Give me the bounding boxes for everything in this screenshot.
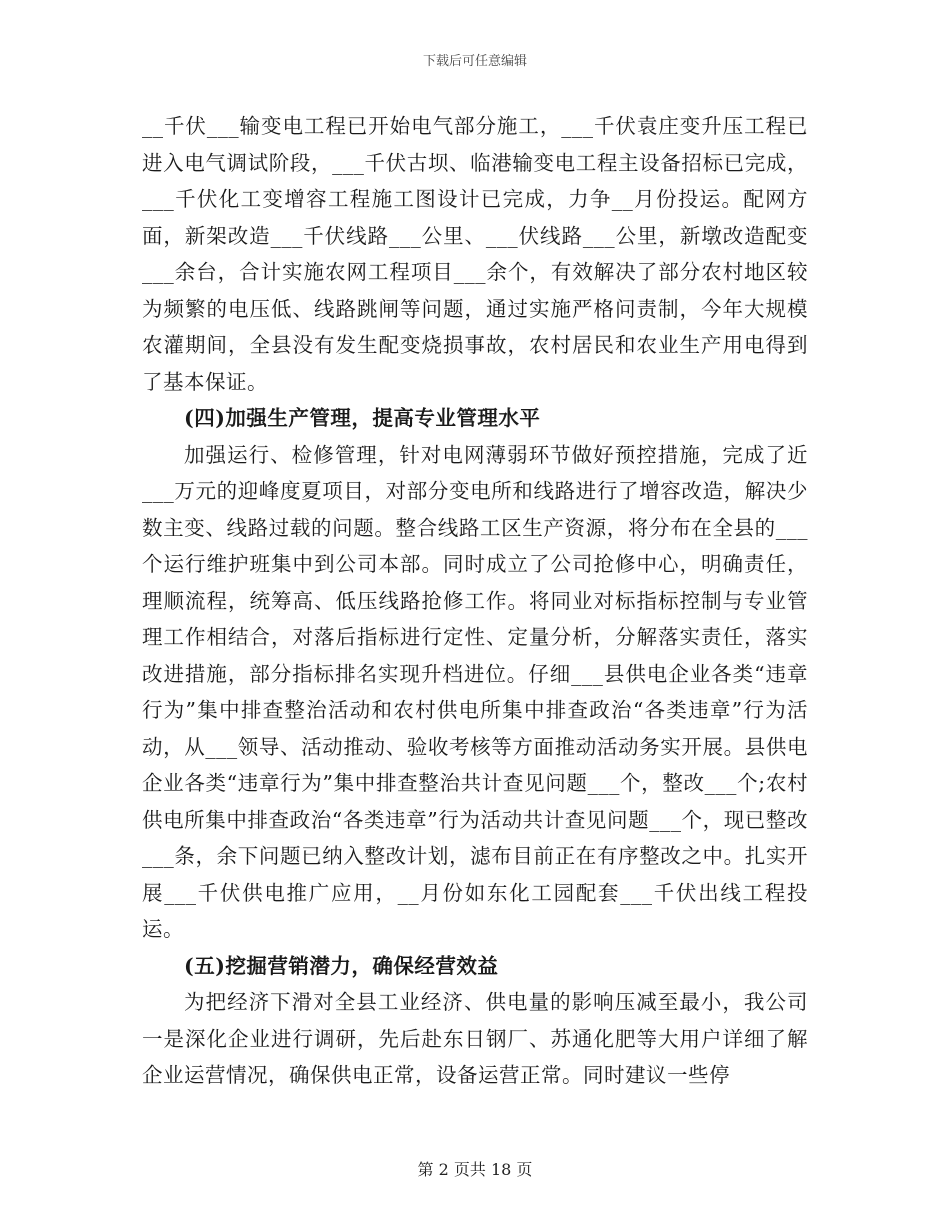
page-header: 下载后可任意编辑 bbox=[422, 54, 527, 69]
paragraph-3: 为把经济下滑对全县工业经济、供电量的影响压减至最小，我公司一是深化企业进行调研，先后赴东日钢厂、苏通化肥等大用户详细了解企业运营情况，确保供电正常，设备运营正常。同时建议一些停 bbox=[142, 990, 808, 1087]
document-body bbox=[142, 108, 808, 1094]
page-number: 第 2 页共 18 页 bbox=[417, 1160, 533, 1179]
paragraph-2: 加强运行、检修管理，针对电网薄弱环节做好预控措施，完成了近___万元的迎峰度夏项目，对部分变电所和线路进行了增容改造，解决少数主变、线路过载的问题。整合线路工区生产资源，将分布在全县的___个运行维护班集中到公司本部。同时成立了公司抢修中心，明确责任，理顺流程，统筹高、低压线路抢修工作。将同业对标指标控制与专业管理工作相结合，对落后指标进行定性、定量分析，分解落实责任，落实改进措施，部分指标排名实现升档进位。仔细___县供电企业各类“违章行为”集中排查整治活动和农村供电所集中排查政治“各类违章”行为活动，从___领导、活动推动、验收考核等方面推动活动务实开展。县供电企业各类“违章行为”集中排查整治共计查见问题___个，整改___个;农村供电所集中排查政治“各类违章”行为活动共计查见问题___个，现已整改___条，余下问题已纳入整改计划，滤布目前正在有序整改之中。扎实开展___千伏供电推广应用，__月份如东化工园配套___千伏出线工程投运。 bbox=[142, 442, 808, 941]
section-heading-5: (五)挖掘营销潜力，确保经营效益 bbox=[184, 953, 499, 978]
section-heading-4: (四)加强生产管理，提高专业管理水平 bbox=[184, 406, 541, 430]
paragraph-1: __千伏___输变电工程已开始电气部分施工，___千伏袁庄变升压工程已进入电气调试阶段，___千伏古坝、临港输变电工程主设备招标已完成，___千伏化工变增容工程施工图设计已完成，力争__月份投运。配网方面，新架改造___千伏线路___公里、___伏线路___公里，新墩改造配变___余台，合计实施农网工程项目___余个，有效解决了部分农村地区较为频繁的电压低、线路跳闸等问题，通过实施严格问责制，今年大规模农灌期间，全县没有发生配变烧损事故，农村居民和农业生产用电得到了基本保证。 bbox=[142, 114, 808, 394]
